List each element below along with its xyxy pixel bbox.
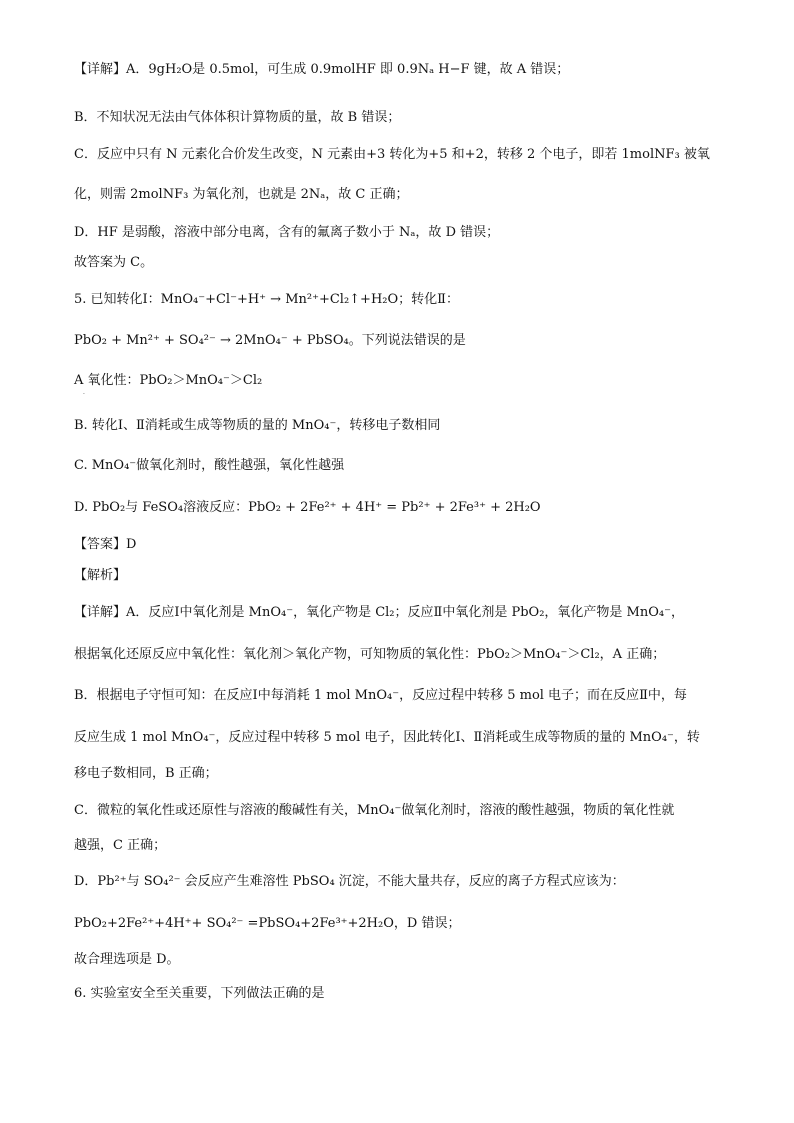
option-b: B. 转化Ⅰ、Ⅱ消耗或生成等物质的量的 MnO₄⁻，转移电子数相同 [74, 418, 441, 433]
text-line: 【详解】A．9gH₂O是 0.5mol，可生成 0.9molHF 即 0.9Nₐ H−F 键，故 A 错误； [74, 62, 570, 77]
text-line: 化，则需 2molNF₃ 为氧化剂，也就是 2Nₐ，故 C 正确； [74, 187, 409, 202]
option-d: D. PbO₂与 FeSO₄溶液反应：PbO₂ + 2Fe²⁺ + 4H⁺ = Pb²⁺ + 2Fe³⁺ + 2H₂O [74, 500, 541, 515]
text-line: 【详解】A．反应Ⅰ中氧化剂是 MnO₄⁻，氧化产物是 Cl₂；反应Ⅱ中氧化剂是 PbO₂，氧化产物是 MnO₄⁻， [74, 605, 684, 620]
analysis-label: 【解析】 [74, 568, 127, 583]
text-line: D．HF 是弱酸，溶液中部分电离，含有的氟离子数小于 Nₐ，故 D 错误； [74, 225, 500, 240]
text-line: C．反应中只有 N 元素化合价发生改变，N 元素由+3 转化为+5 和+2，转移 2 个电子，即若 1molNF₃ 被氧 [74, 147, 710, 162]
text-line: 故合理选项是 D。 [74, 952, 180, 967]
text-line: 根据氧化还原反应中氧化性：氧化剂＞氧化产物，可知物质的氧化性：PbO₂＞MnO₄⁻＞Cl₂，A 正确； [74, 647, 666, 662]
text-line: 故答案为 C。 [74, 255, 154, 270]
text-line: 反应生成 1 mol MnO₄⁻，反应过程中转移 5 mol 电子，因此转化Ⅰ、Ⅱ消耗或生成等物质的量的 MnO₄⁻，转 [74, 730, 700, 745]
text-line: C．微粒的氧化性或还原性与溶液的酸碱性有关，MnO₄⁻做氧化剂时，溶液的酸性越强，物质的氧化性就 [74, 803, 675, 818]
text-line: 越强，C 正确； [74, 838, 167, 853]
question-5-stem: 5. 已知转化Ⅰ：MnO₄⁻+Cl⁻+H⁺ → Mn²⁺+Cl₂↑+H₂O；转化Ⅱ： [74, 292, 459, 307]
question-6-stem: 6. 实验室安全至关重要，下列做法正确的是 [74, 986, 325, 1001]
text-line: B．根据电子守恒可知：在反应Ⅰ中每消耗 1 mol MnO₄⁻，反应过程中转移 5 mol 电子；而在反应Ⅱ中，每 [74, 688, 687, 703]
question-5-stem: PbO₂ + Mn²⁺ + SO₄²⁻ → 2MnO₄⁻ + PbSO₄。下列说法错误的是 [74, 333, 466, 348]
option-a: A 氧化性：PbO₂＞MnO₄⁻＞Cl₂ [74, 373, 263, 388]
stray-dot: · [83, 391, 85, 398]
text-line: PbO₂+2Fe²⁺+4H⁺+ SO₄²⁻ =PbSO₄+2Fe³⁺+2H₂O，D 错误； [74, 916, 461, 931]
text-line: 移电子数相同，B 正确； [74, 766, 218, 781]
option-c: C. MnO₄⁻做氧化剂时，酸性越强，氧化性越强 [74, 458, 345, 473]
answer-label: 【答案】D [74, 537, 137, 552]
text-line: D．Pb²⁺与 SO₄²⁻ 会反应产生难溶性 PbSO₄ 沉淀，不能大量共存，反应的离子方程式应该为： [74, 874, 625, 889]
text-line: B．不知状况无法由气体体积计算物质的量，故 B 错误； [74, 110, 401, 125]
